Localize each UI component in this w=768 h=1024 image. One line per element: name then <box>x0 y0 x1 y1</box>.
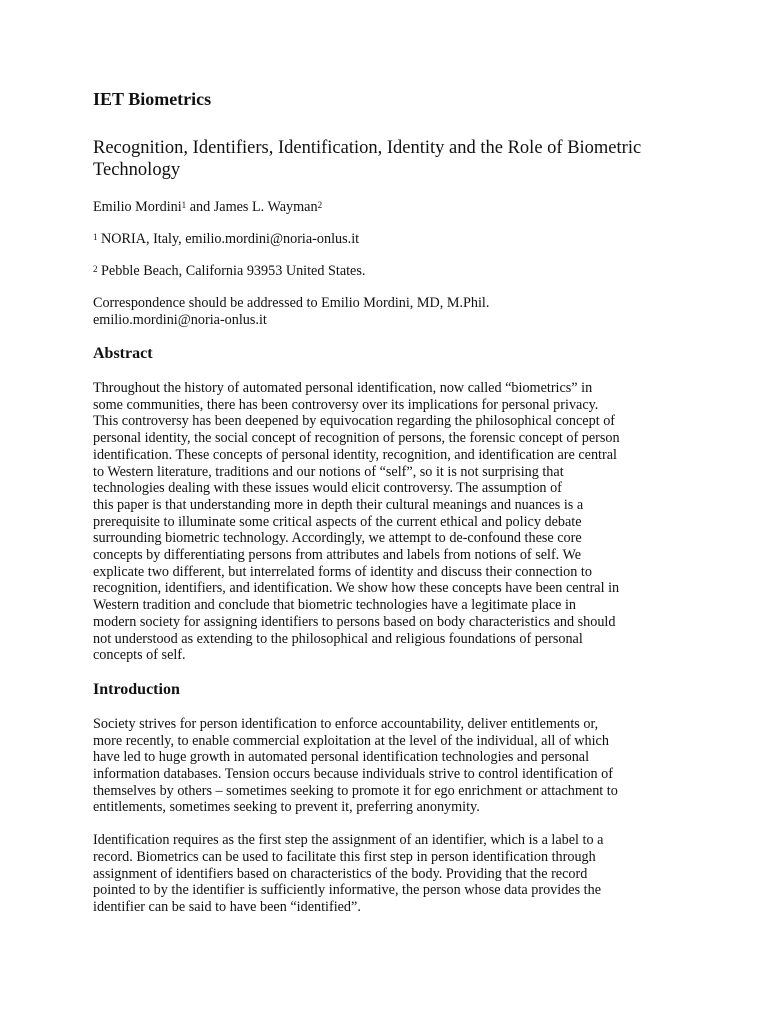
body-line: information databases. Tension occurs because individuals strive to control identification of <box>93 766 613 783</box>
title-line: Technology <box>93 160 181 180</box>
affiliation-text: Pebble Beach, California 93953 United States. <box>97 263 366 279</box>
body-line: entitlements, sometimes seeking to prevent it, preferring anonymity. <box>93 799 480 816</box>
abstract-line: technologies dealing with these issues would elicit controversy. The assumption of <box>93 480 562 497</box>
abstract-line: personal identity, the social concept of recognition of persons, the forensic concept of person <box>93 430 620 447</box>
paper-title <box>93 137 673 181</box>
body-line: record. Biometrics can be used to facilitate this first step in person identification through <box>93 848 596 865</box>
abstract-line: identification. These concepts of personal identity, recognition, and identification are central <box>93 446 617 463</box>
abstract-line: explicate two different, but interrelated forms of identity and discuss their connection to <box>93 563 592 580</box>
abstract-line: surrounding biometric technology. Accordingly, we attempt to de-confound these core <box>93 530 582 547</box>
body-line: more recently, to enable commercial exploitation at the level of the individual, all of which <box>93 732 609 749</box>
abstract-line: Throughout the history of automated personal identification, now called “biometrics” in <box>93 380 593 396</box>
abstract-line: This controversy has been deepened by equivocation regarding the philosophical concept of <box>93 413 616 430</box>
body-line: pointed to by the identifier is sufficiently informative, the person whose data provides the <box>93 882 601 899</box>
affiliation-text: NORIA, Italy, emilio.mordini@noria-onlus.it <box>97 231 360 247</box>
affiliation-marker: 2 <box>317 200 323 210</box>
body-line: have led to huge growth in automated personal identification technologies and personal <box>93 749 590 766</box>
body-line: themselves by others – sometimes seeking to promote it for ego enrichment or attachment to <box>93 782 618 799</box>
abstract-heading: Abstract <box>93 345 153 362</box>
abstract-line: some communities, there has been controversy over its implications for personal privacy. <box>93 396 599 413</box>
introduction-paragraph <box>93 716 673 816</box>
correspondence-email: emilio.mordini@noria-onlus.it <box>93 312 267 328</box>
abstract-line: concepts by differentiating persons from attributes and labels from notions of self. We <box>93 547 582 564</box>
author-name: James L. Wayman <box>213 199 318 215</box>
body-line: Society strives for person identification to enforce accountability, deliver entitlements or, <box>93 715 599 732</box>
author-conjunction: and <box>186 199 214 215</box>
abstract-line: prerequisite to illuminate some critical aspects of the current ethical and policy debate <box>93 513 582 530</box>
abstract-line: modern society for assigning identifiers to persons based on body characteristics and should <box>93 613 616 630</box>
affiliation-2 <box>93 263 673 280</box>
affiliation-marker: 1 <box>181 200 187 210</box>
abstract-line: not understood as extending to the philosophical and religious foundations of personal <box>93 630 583 647</box>
paper-page <box>93 88 673 932</box>
body-line: Identification requires as the first step the assignment of an identifier, which is a label to a <box>93 832 604 849</box>
abstract-paragraph <box>93 380 673 664</box>
abstract-line: Western tradition and conclude that biometric technologies have a legitimate place in <box>93 597 577 614</box>
introduction-heading: Introduction <box>93 680 180 698</box>
introduction-paragraph <box>93 832 673 916</box>
author-name: Emilio Mordini <box>93 199 182 215</box>
abstract-line: recognition, identifiers, and identification. We show how these concepts have been central in <box>93 580 620 597</box>
affiliation-1 <box>93 231 673 248</box>
journal-name: IET Biometrics <box>93 89 212 109</box>
affiliation-marker: 1 <box>93 232 98 242</box>
affiliation-marker: 2 <box>93 264 98 274</box>
author-list <box>93 199 673 216</box>
title-line: Recognition, Identifiers, Identification, Identity and the Role of Biometric <box>93 138 642 158</box>
abstract-line: this paper is that understanding more in depth their cultural meanings and nuances is a <box>93 496 584 513</box>
body-line: assignment of identifiers based on characteristics of the body. Providing that the record <box>93 865 588 882</box>
correspondence-line: Correspondence should be addressed to Emilio Mordini, MD, M.Phil. <box>93 295 490 311</box>
abstract-line: to Western literature, traditions and our notions of “self”, so it is not surprising that <box>93 463 564 480</box>
abstract-line: concepts of self. <box>93 647 186 664</box>
body-line: identifier can be said to have been “identified”. <box>93 898 361 915</box>
correspondence <box>93 295 673 329</box>
